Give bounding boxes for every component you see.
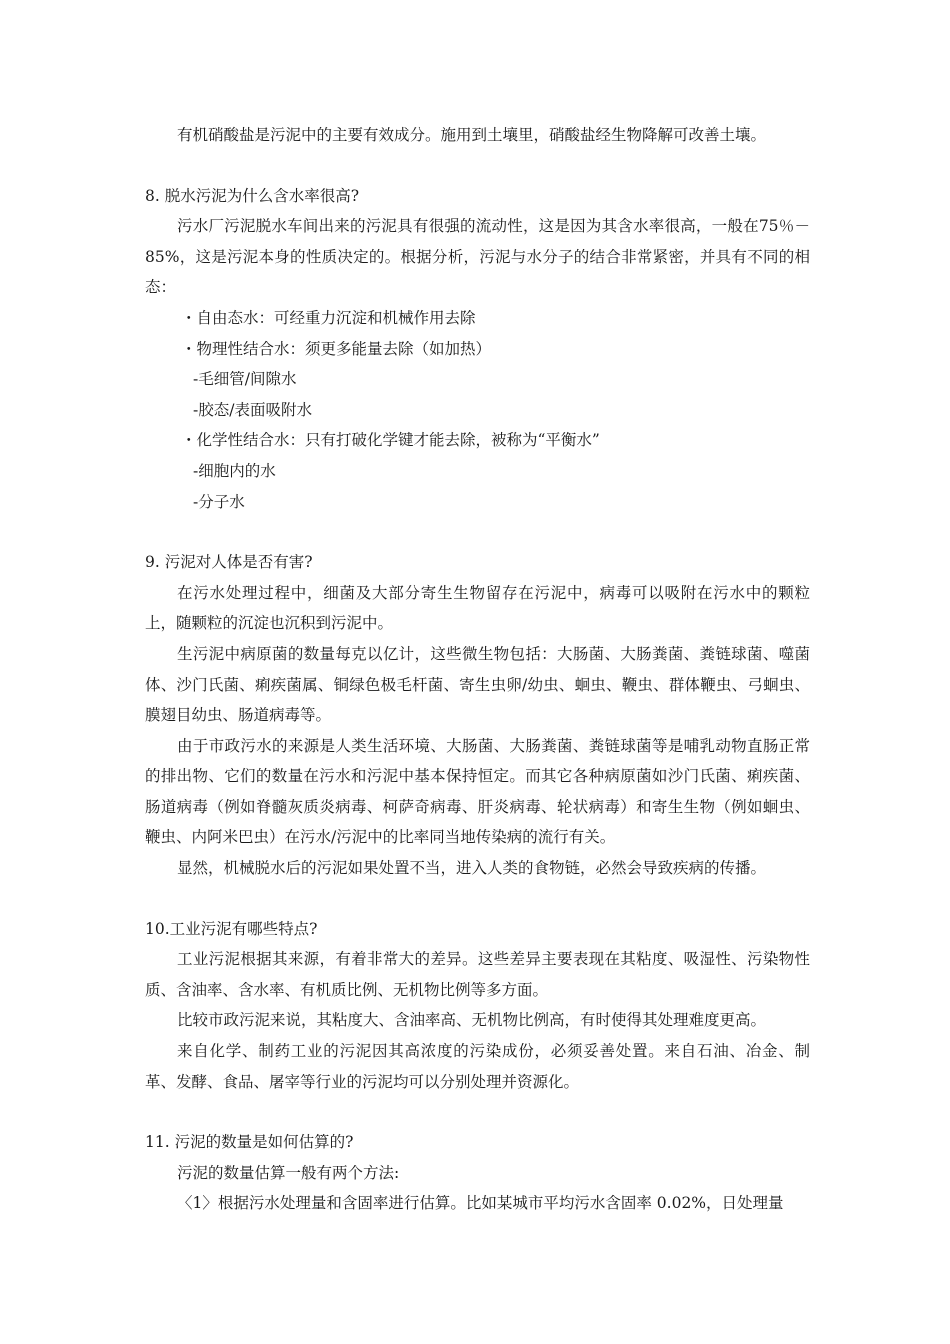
q9-heading: 9. 污泥对人体是否有害? — [145, 553, 313, 572]
q8-heading: 8. 脱水污泥为什么含水率很高? — [145, 186, 360, 205]
q10-heading: 10.工业污泥有哪些特点? — [145, 919, 318, 938]
q9-paragraph-1: 在污水处理过程中，细菌及大部分寄生生物留存在污泥中，病毒可以吸附在污水中的颗粒上，随颗粒的沉淀也沉积到污泥中。 — [145, 583, 810, 633]
intro-paragraph: 有机硝酸盐是污泥中的主要有效成分。施用到土壤里，硝酸盐经生物降解可改善土壤。 — [177, 126, 767, 144]
q8-bullet-free-water: ・自由态水：可经重力沉淀和机械作用去除 — [181, 308, 476, 327]
q10-paragraph-3: 来自化学、制药工业的污泥因其高浓度的污染成份，必须妥善处置。来自石油、冶金、制革、发酵、食品、屠宰等行业的污泥均可以分别处理并资源化。 — [145, 1042, 810, 1091]
q11-paragraph-2: 〈1〉根据污水处理量和含固率进行估算。比如某城市平均污水含固率 0.02%，日处理量 — [177, 1194, 784, 1213]
q9-paragraph-3: 由于市政污水的来源是人类生活环境、大肠菌、大肠粪菌、粪链球菌等是哺乳动物直肠正常的排出物、它们的数量在污水和污泥中基本保持恒定。而其它各种病原菌如沙门氏菌、痢疾菌、肠道病毒（例如脊髓灰质炎病毒、柯萨奇病毒、肝炎病毒、轮状病毒）和寄生生物（例如蛔虫、鞭虫、内阿米巴虫）在污水/污泥中的比率同当地传染病的流行有关。 — [145, 736, 810, 847]
q9-paragraph-2: 生污泥中病原菌的数量每克以亿计，这些微生物包括：大肠菌、大肠粪菌、粪链球菌、噬菌体、沙门氏菌、痢疾菌属、铜绿色极毛杆菌、寄生虫卵/幼虫、蛔虫、鞭虫、群体鞭虫、弓蛔虫、膜翅目幼虫、肠道病毒等。 — [145, 644, 810, 725]
q8-sub-molecular-water: -分子水 — [193, 492, 245, 511]
q10-paragraph-2: 比较市政污泥来说，其粘度大、含油率高、无机物比例高，有时使得其处理难度更高。 — [177, 1011, 767, 1030]
q8-sub-capillary-water: -毛细管/间隙水 — [193, 370, 297, 389]
q11-paragraph-1: 污泥的数量估算一般有两个方法: — [177, 1163, 400, 1182]
q8-sub-cell-water: -细胞内的水 — [193, 461, 276, 480]
q8-bullet-physical-water: ・物理性结合水：须更多能量去除（如加热） — [181, 339, 492, 358]
q8-paragraph: 污水厂污泥脱水车间出来的污泥具有很强的流动性，这是因为其含水率很高，一般在75％－85%，这是污泥本身的性质决定的。根据分析，污泥与水分子的结合非常紧密，并具有不同的相态： — [145, 217, 810, 297]
q9-paragraph-4: 显然，机械脱水后的污泥如果处置不当，进入人类的食物链，必然会导致疾病的传播。 — [177, 859, 767, 878]
q10-paragraph-1: 工业污泥根据其来源，有着非常大的差异。这些差异主要表现在其粘度、吸湿性、污染物性质、含油率、含水率、有机质比例、无机物比例等多方面。 — [145, 950, 810, 999]
document-body — [145, 120, 810, 1219]
q11-heading: 11. 污泥的数量是如何估算的? — [145, 1133, 354, 1152]
q8-bullet-chemical-water: ・化学性结合水：只有打破化学键才能去除，被称为“平衡水” — [181, 431, 600, 450]
q8-sub-colloid-water: -胶态/表面吸附水 — [193, 400, 312, 419]
